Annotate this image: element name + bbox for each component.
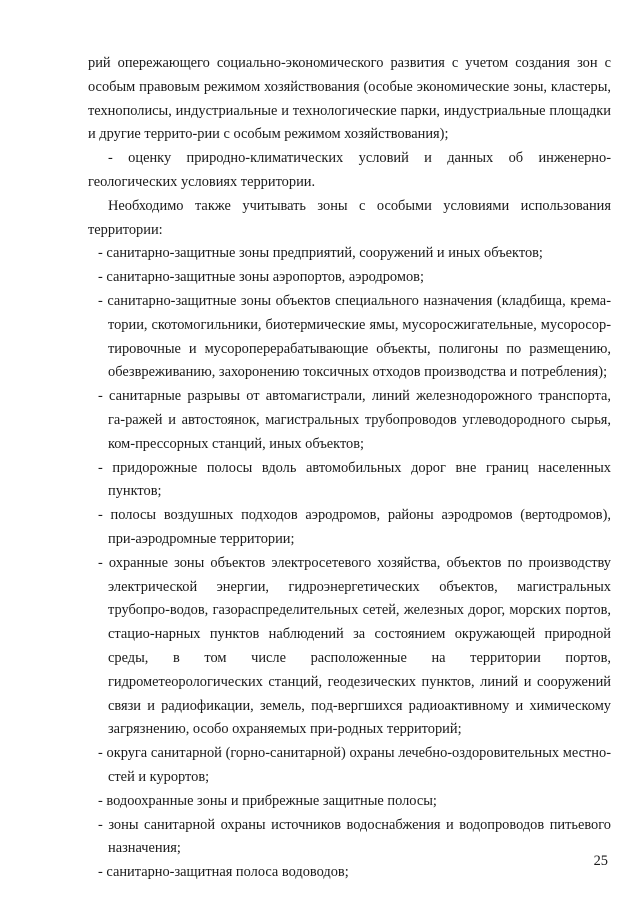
list-item: - придорожные полосы вдоль автомобильных дорог вне границ населенных пунктов; [98,459,611,500]
paragraph-zones-intro: Необходимо также учитывать зоны с особыми условиями использования территории: [88,197,611,238]
list-item: - санитарно-защитные зоны предприятий, сооружений и иных объектов; [98,245,543,262]
list-item: - санитарно-защитная полоса водоводов; [98,864,349,881]
list-item: - санитарные разрывы от автомагистрали, линий железнодорожного транспорта, га-ражей и автостоянок, магистральных трубопроводов углеводородного сырья, ком-прессорных станций, иных объектов; [98,388,611,452]
list-item: - полосы воздушных подходов аэродромов, районы аэродромов (вертодромов), при-аэродромные территории; [98,507,611,547]
list-item: - санитарно-защитные зоны объектов специального назначения (кладбища, крема-тории, скотомогильники, биотермические ямы, мусоросжигательные, мусоросор-тировочные и мусороперерабатывающие объекты, полигоны по размещению, обезвреживанию, захоронению токсичных отходов производства и потребления); [98,292,611,381]
list-item: - округа санитарной (горно-санитарной) охраны лечебно-оздоровительных местно-стей и курортов; [98,745,611,785]
document-body [88,52,611,885]
paragraph-assessment: - оценку природно-климатических условий и данных об инженерно-геологических условиях территории. [88,150,611,190]
list-item: - охранные зоны объектов электросетевого хозяйства, объектов по производству электрической энергии, гидроэнергетических объектов, магистральных трубопро-водов, газораспределительных сетей, железных дорог, морских портов, стацио-нарных пунктов наблюдений за состоянием окружающей природной среды, в том числе расположенные на территории портов, гидрометеорологических станций, геодезических пунктов, линий и сооружений связи и радиофикации, земель, под-вергшихся радиоактивному и химическому загрязнению, особо охраняемых при-родных территорий; [98,554,611,738]
page-number: 25 [593,853,608,869]
paragraph-continuation: рий опережающего социально-экономического развития с учетом создания зон с особым правовым режимом хозяйствования (особые экономические зоны, кластеры, технополисы, индустриальные и технологические парки, индустриальные площадки и другие террито-рии с особым режимом хозяйствования); [88,55,611,143]
list-item: - зоны санитарной охраны источников водоснабжения и водопроводов питьевого назначения; [98,816,611,857]
list-item: - водоохранные зоны и прибрежные защитные полосы; [98,792,437,809]
list-item: - санитарно-защитные зоны аэропортов, аэродромов; [98,269,424,286]
